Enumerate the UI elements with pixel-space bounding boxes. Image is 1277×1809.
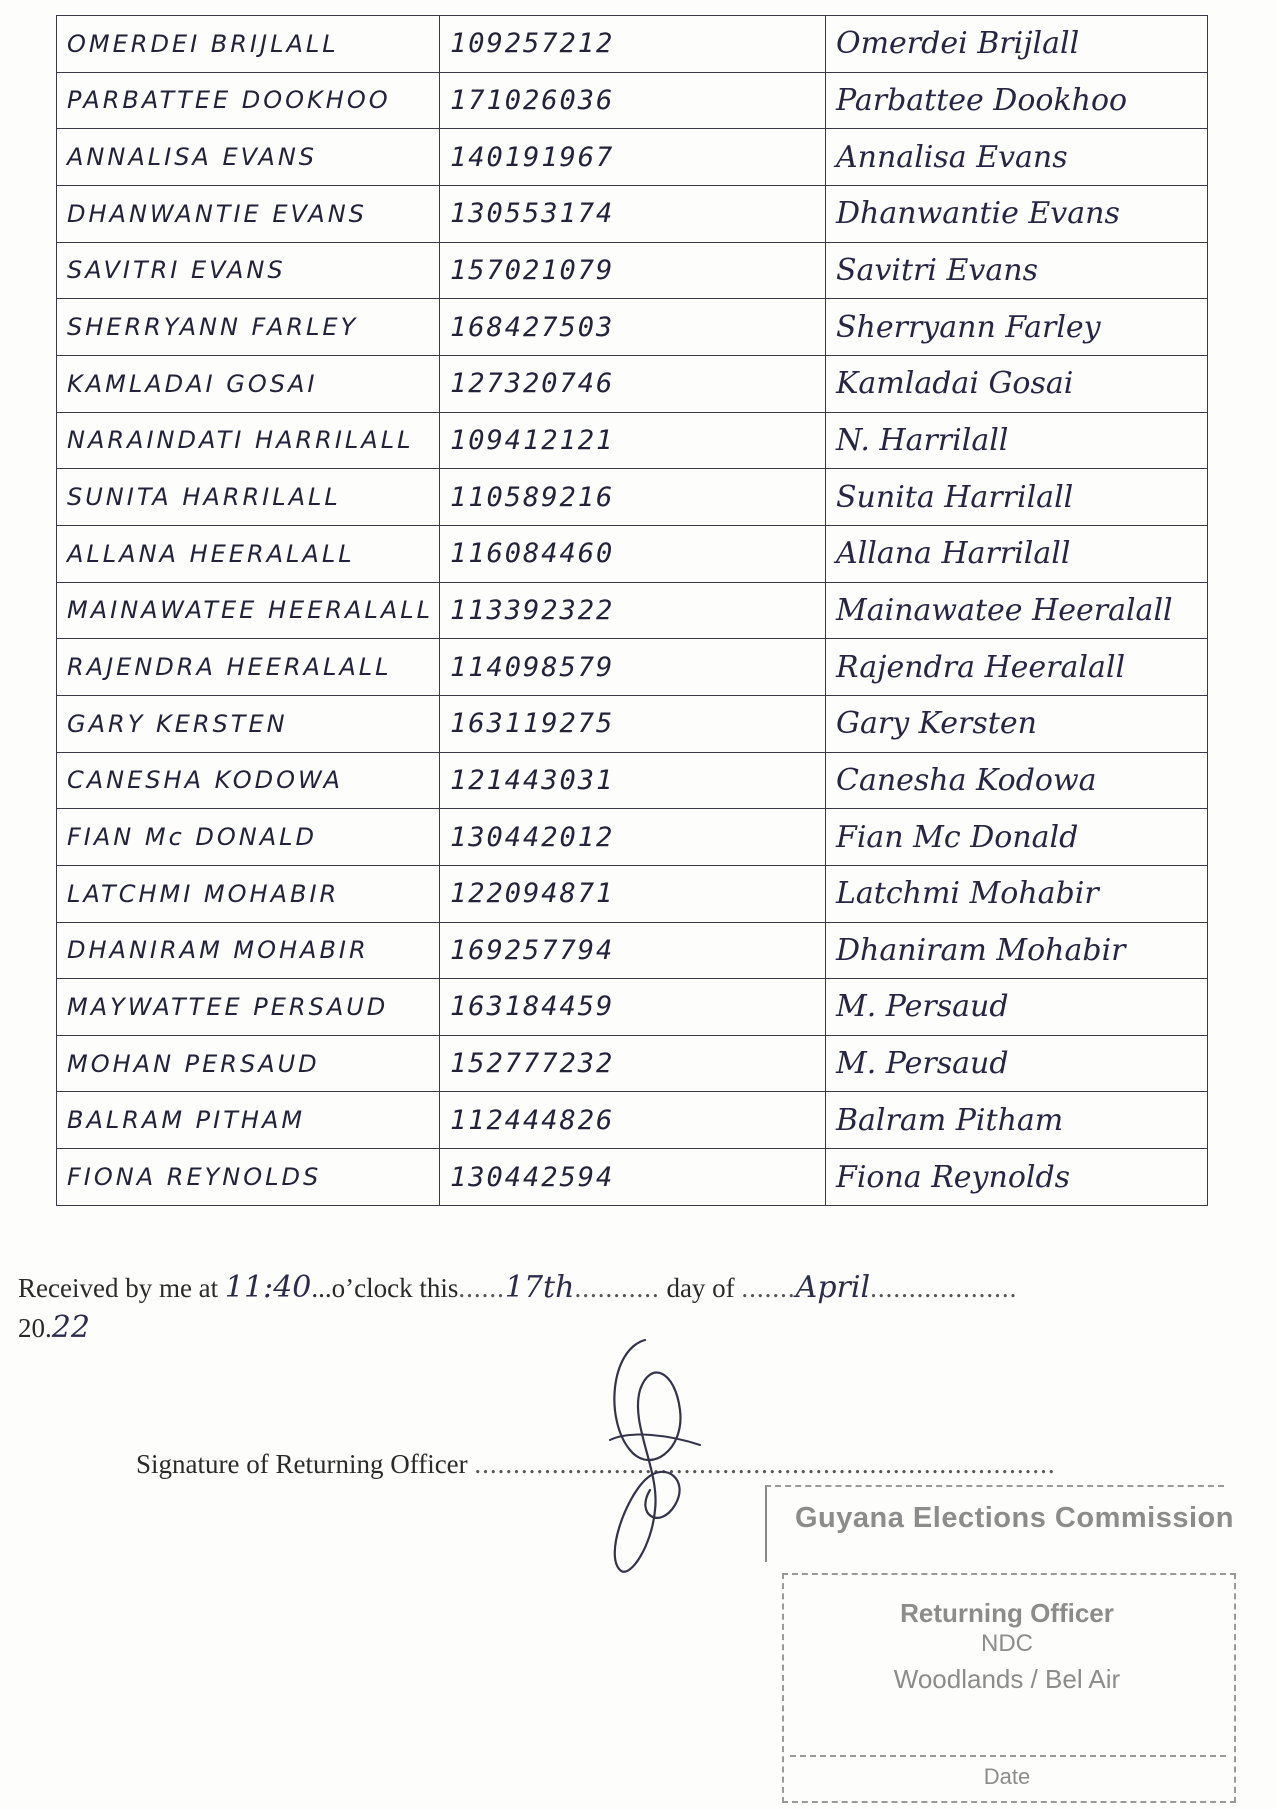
voter-id-cell: 140191967 (440, 129, 826, 186)
receipt-dots-a: ...... (458, 1273, 505, 1303)
table-row (57, 525, 1208, 582)
voter-name-cell: CANESHA KODOWA (57, 752, 440, 809)
voter-id-cell: 113392322 (440, 582, 826, 639)
voter-id-cell: 109257212 (440, 16, 826, 73)
voter-signature-cell: N. Harrilall (826, 412, 1208, 469)
returning-officer-signature (590, 1330, 710, 1590)
voter-name-cell: SUNITA HARRILALL (57, 469, 440, 526)
voter-id-cell: 114098579 (440, 639, 826, 696)
voter-name-cell: SHERRYANN FARLEY (57, 299, 440, 356)
receipt-year-prefix: 20. (18, 1313, 52, 1343)
voter-signature-table (56, 15, 1208, 1206)
voter-id-cell: 169257794 (440, 922, 826, 979)
voter-signature-cell: Sunita Harrilall (826, 469, 1208, 526)
voter-name-cell: LATCHMI MOHABIR (57, 865, 440, 922)
voter-id-cell: 130442012 (440, 809, 826, 866)
voter-rows (57, 16, 1208, 1206)
receipt-line-1 (18, 1268, 1017, 1308)
voter-signature-cell: Dhaniram Mohabir (826, 922, 1208, 979)
voter-signature-cell: Mainawatee Heeralall (826, 582, 1208, 639)
voter-signature-cell: Omerdei Brijlall (826, 16, 1208, 73)
voter-id-cell: 163119275 (440, 695, 826, 752)
voter-id-cell: 163184459 (440, 979, 826, 1036)
table-row (57, 922, 1208, 979)
voter-signature-cell: Gary Kersten (826, 695, 1208, 752)
voter-signature-cell: Balram Pitham (826, 1092, 1208, 1149)
voter-signature-cell: Fiona Reynolds (826, 1149, 1208, 1206)
table-row (57, 1149, 1208, 1206)
voter-id-cell: 116084460 (440, 525, 826, 582)
voter-id-cell: 168427503 (440, 299, 826, 356)
receipt-line-2 (18, 1308, 1017, 1348)
voter-name-cell: FIONA REYNOLDS (57, 1149, 440, 1206)
voter-name-cell: DHANWANTIE EVANS (57, 185, 440, 242)
table-row (57, 412, 1208, 469)
voter-id-cell: 110589216 (440, 469, 826, 526)
table-row (57, 979, 1208, 1036)
receipt-time: 11:40 (224, 1270, 312, 1305)
voter-name-cell: ALLANA HEERALALL (57, 525, 440, 582)
voter-name-cell: MAYWATTEE PERSAUD (57, 979, 440, 1036)
table-row (57, 1035, 1208, 1092)
voter-id-cell: 127320746 (440, 355, 826, 412)
table-row (57, 242, 1208, 299)
voter-name-cell: ANNALISA EVANS (57, 129, 440, 186)
receipt-year-suffix: 22 (51, 1310, 90, 1345)
voter-name-cell: DHANIRAM MOHABIR (57, 922, 440, 979)
table-row (57, 16, 1208, 73)
voter-signature-cell: Kamladai Gosai (826, 355, 1208, 412)
receipt-statement (18, 1268, 1017, 1348)
stamp-line-date: Date (983, 1764, 1031, 1789)
table-row (57, 72, 1208, 129)
receipt-day: 17th (504, 1270, 575, 1305)
receipt-dots-b: ........... (574, 1273, 660, 1303)
voter-id-cell: 171026036 (440, 72, 826, 129)
voter-signature-cell: Fian Mc Donald (826, 809, 1208, 866)
voter-id-cell: 130553174 (440, 185, 826, 242)
table-row (57, 695, 1208, 752)
stamp-line-ndc: NDC (981, 1630, 1033, 1657)
voter-name-cell: NARAINDATI HARRILALL (57, 412, 440, 469)
receipt-dots-c: ....... (741, 1273, 796, 1303)
voter-id-cell: 157021079 (440, 242, 826, 299)
table-row (57, 639, 1208, 696)
table-row (57, 185, 1208, 242)
returning-officer-dots: ........................................................................... (474, 1449, 1056, 1479)
voter-name-cell: MOHAN PERSAUD (57, 1035, 440, 1092)
receipt-oclock-text: ...o’clock this (311, 1273, 459, 1303)
stamp-line-returning-officer: Returning Officer (900, 1598, 1114, 1628)
voter-signature-cell: Dhanwantie Evans (826, 185, 1208, 242)
table-row (57, 1092, 1208, 1149)
voter-id-cell: 130442594 (440, 1149, 826, 1206)
receipt-day-of-text: day of (659, 1273, 742, 1303)
voter-name-cell: BALRAM PITHAM (57, 1092, 440, 1149)
stamp-date-rule (790, 1755, 1226, 1757)
returning-officer-label: Signature of Returning Officer (136, 1449, 475, 1479)
voter-id-cell: 109412121 (440, 412, 826, 469)
stamp-line-district: Woodlands / Bel Air (893, 1664, 1121, 1694)
table-row (57, 582, 1208, 639)
voter-name-cell: GARY KERSTEN (57, 695, 440, 752)
voter-signature-cell: M. Persaud (826, 979, 1208, 1036)
voter-name-cell: PARBATTEE DOOKHOO (57, 72, 440, 129)
table-row (57, 809, 1208, 866)
voter-signature-cell: Parbattee Dookhoo (826, 72, 1208, 129)
table-row (57, 299, 1208, 356)
voter-name-cell: KAMLADAI GOSAI (57, 355, 440, 412)
table-row (57, 469, 1208, 526)
voter-signature-cell: Savitri Evans (826, 242, 1208, 299)
table-row (57, 752, 1208, 809)
voter-signature-cell: Canesha Kodowa (826, 752, 1208, 809)
voter-id-cell: 152777232 (440, 1035, 826, 1092)
table-row (57, 355, 1208, 412)
voter-id-cell: 112444826 (440, 1092, 826, 1149)
voter-name-cell: SAVITRI EVANS (57, 242, 440, 299)
voter-signature-cell: Annalisa Evans (826, 129, 1208, 186)
voter-name-cell: FIAN Mc DONALD (57, 809, 440, 866)
voter-signature-cell: M. Persaud (826, 1035, 1208, 1092)
voter-signature-cell: Rajendra Heeralall (826, 639, 1208, 696)
stamp-title: Guyana Elections Commission (795, 1502, 1234, 1534)
table-row (57, 865, 1208, 922)
voter-name-cell: OMERDEI BRIJLALL (57, 16, 440, 73)
voter-signature-cell: Allana Harrilall (826, 525, 1208, 582)
voter-name-cell: MAINAWATEE HEERALALL (57, 582, 440, 639)
voter-signature-cell: Latchmi Mohabir (826, 865, 1208, 922)
voter-id-cell: 122094871 (440, 865, 826, 922)
receipt-month: April (795, 1270, 871, 1305)
table-row (57, 129, 1208, 186)
voter-signature-cell: Sherryann Farley (826, 299, 1208, 356)
voter-id-cell: 121443031 (440, 752, 826, 809)
receipt-prefix: Received by me at (18, 1273, 225, 1303)
receipt-dots-d: ................... (870, 1273, 1018, 1303)
voter-name-cell: RAJENDRA HEERALALL (57, 639, 440, 696)
